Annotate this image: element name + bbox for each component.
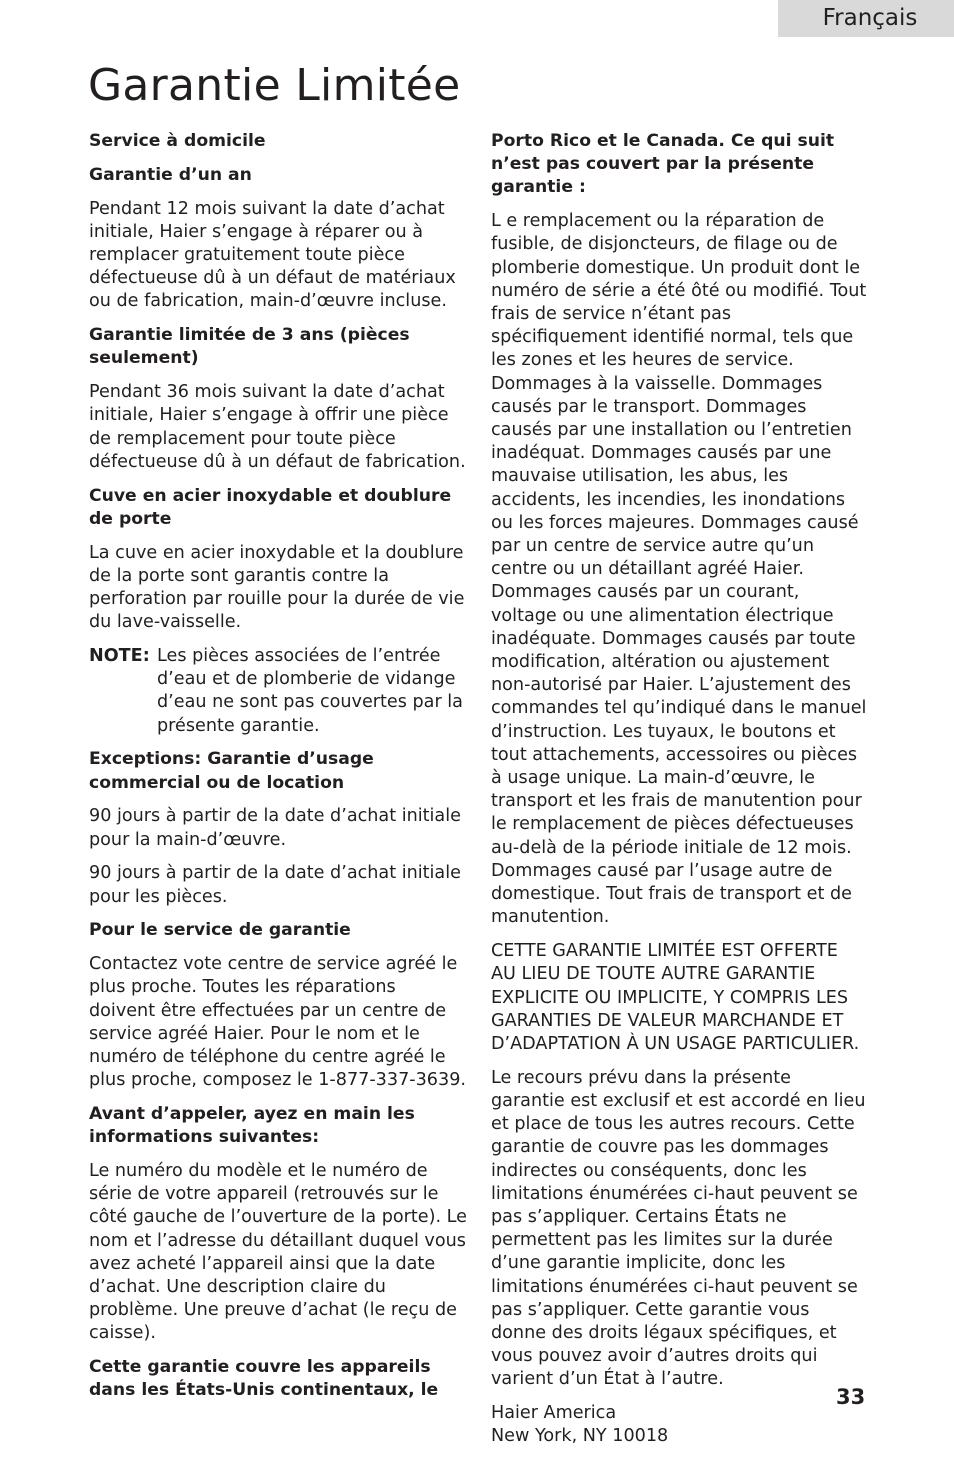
page-number: 33	[836, 1385, 866, 1409]
note-label: NOTE:	[89, 646, 150, 667]
three-year-paragraph: Pendant 36 mois suivant la date d’achat initiale, Haier s’engage à offrir une pièce de remplacement pour toute pièce défectueuse dû à un défaut de fabrication.	[89, 382, 466, 472]
language-tab: Français	[778, 0, 954, 37]
disclaimer-paragraph: CETTE GARANTIE LIMITÉE EST OFFERTE AU LIEU DE TOUTE AUTRE GARANTIE EXPLICITE OU IMPLICITE, Y COMPRIS LES GARANTIES DE VALEUR MARCHANDE ET D’ADAPTATION À UN USAGE PARTICULIER.	[491, 941, 860, 1054]
section-heading-home-service: Service à domicile	[89, 131, 266, 151]
company-address	[491, 1402, 867, 1448]
warranty-service-paragraph: Contactez vote centre de service agréé le plus proche. Toutes les réparations doivent être effectuées par un centre de service agréé Haier. Pour le nom et le numéro de téléphone du centre agréé le plus proche, composez le 1-877-337-3639.	[89, 954, 466, 1091]
note-text: Les pièces associées de l’entrée d’eau et de plomberie de vidange d’eau ne sont pas couvertes par la présente garantie.	[157, 646, 463, 736]
left-column	[89, 130, 467, 1413]
exclusions-paragraph: L e remplacement ou la réparation de fusible, de disjoncteurs, de filage ou de plomberie domestique. Un produit dont le numéro de série a été ôté ou modifié. Tout frais de service n’étant pas spécifiquement identifié normal, tels que les zones et les heures de service. Dommages à la vaisselle. Dommages causés par le transport. Dommages causés par une installation ou l’entretien inadéquat. Dommages causés par une mauvaise utilisation, les abus, les accidents, les incendies, les inondations ou les forces majeures. Dommages causé par un centre de service autre qu’un centre ou un détaillant agréé Haier. Dommages causés par un courant, voltage ou une alimentation électrique inadéquate. Dommages causés par toute modification, altération ou ajustement non-autorisé par Haier. L’ajustement des commandes tel qu’indiqué dans le manuel d’instruction. Les tuyaux, le boutons et tout attachements, accessoires ou pièces à usage unique. La main-d’œuvre, le transport et les frais de manutention pour le remplacement de pièces défectueuses au-delà de la période initiale de 12 mois. Dommages causé par l’usage autre de domestique. Tout frais de transport et de manutention.	[491, 211, 867, 928]
section-heading-before-calling: Avant d’appeler, ayez en main les informations suivantes:	[89, 1104, 415, 1148]
company-name: Haier America	[491, 1403, 617, 1424]
section-heading-one-year: Garantie d’un an	[89, 164, 252, 185]
right-column	[491, 130, 867, 1449]
section-heading-coverage-continued: Porto Rico et le Canada. Ce qui suit n’est pas couvert par la présente garantie :	[491, 131, 835, 198]
stainless-tub-paragraph: La cuve en acier inoxydable et la doublure de la porte sont garantis contre la perforation par rouille pour la durée de vie du lave-vaisselle.	[89, 542, 465, 633]
section-heading-warranty-service: Pour le service de garantie	[89, 920, 351, 941]
remedy-paragraph: Le recours prévu dans la présente garantie est exclusif et est accordé en lieu et place de tous les autres recours. Cette garantie de couvre pas les dommages indirectes ou conséquents, donc les limitations énumérées ci-haut peuvent se pas s’appliquer. Certains États ne permettent pas les limites sur la durée d’une garantie implicite, donc les limitations énumérées ci-haut peuvent se pas s’appliquer. Cette garantie vous donne des droits légaux spécifiques, et vous pouvez avoir d’autres droits qui varient d’un État à l’autre.	[491, 1067, 866, 1390]
exceptions-labor-paragraph: 90 jours à partir de la date d’achat initiale pour la main-d’œuvre.	[89, 806, 461, 850]
section-heading-stainless-tub: Cuve en acier inoxydable et doublure de porte	[89, 485, 452, 529]
section-heading-coverage: Cette garantie couvre les appareils dans les États-Unis continentaux, le	[89, 1357, 439, 1401]
company-city: New York, NY 10018	[491, 1426, 669, 1447]
exceptions-parts-paragraph: 90 jours à partir de la date d’achat initiale pour les pièces.	[89, 863, 461, 907]
before-calling-paragraph: Le numéro du modèle et le numéro de série de votre appareil (retrouvés sur le côté gauche de l’ouverture de la porte). Le nom et l’adresse du détaillant duquel vous avez acheté l’appareil ainsi que la date d’achat. Une description claire du problème. Une preuve d’achat (le reçu de caisse).	[89, 1161, 467, 1344]
one-year-paragraph: Pendant 12 mois suivant la date d’achat initiale, Haier s’engage à réparer ou à remplacer gratuitement toute pièce défectueuse dû à un défaut de matériaux ou de fabrication, main-d’œuvre incluse.	[89, 198, 456, 312]
note-block	[89, 645, 467, 738]
page-title: Garantie Limitée	[88, 60, 461, 111]
section-heading-exceptions: Exceptions: Garantie d’usage commercial ou de location	[89, 749, 374, 793]
section-heading-three-year: Garantie limitée de 3 ans (pièces seulement)	[89, 325, 410, 369]
